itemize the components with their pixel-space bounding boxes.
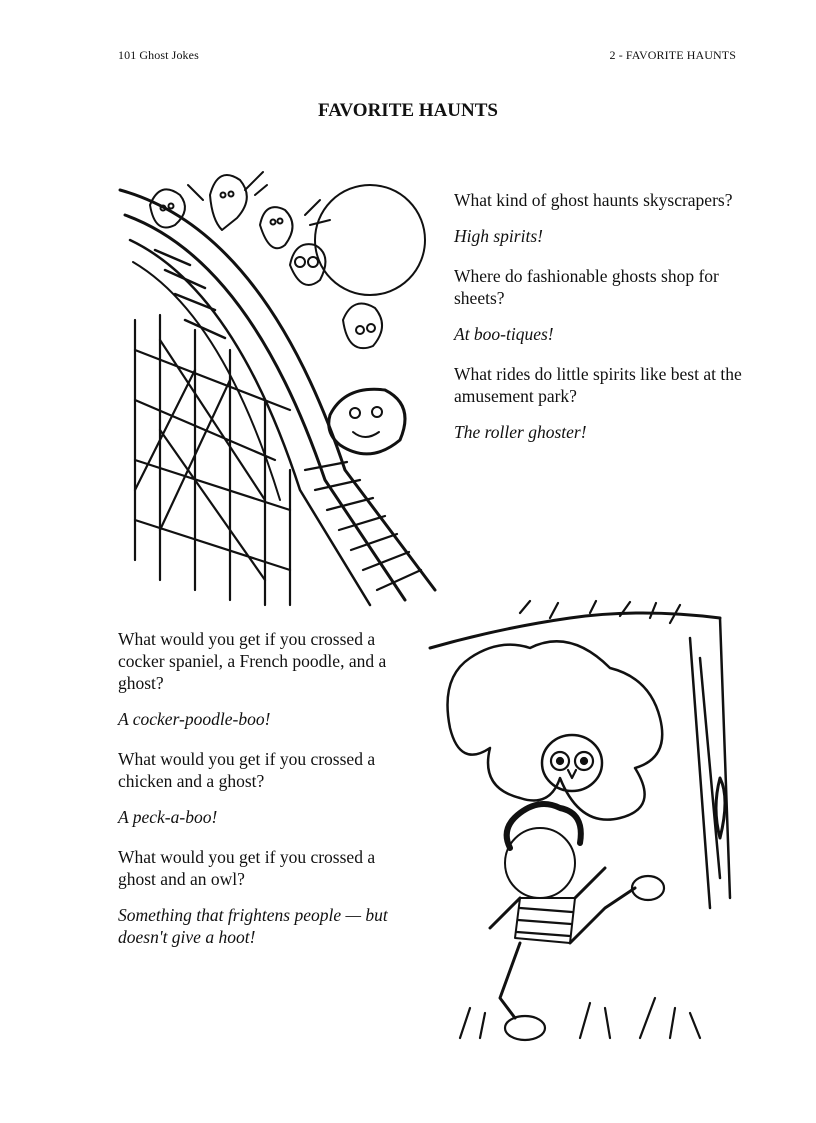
roller-coaster-ghosts-illustration [115,170,450,610]
jokes-bottom-block [118,628,408,966]
joke-question: Where do fashionable ghosts shop for sheets? [454,266,719,308]
running-header-chapter: 2 - FAVORITE HAUNTS [609,48,736,62]
owl-ghost-and-boy-illustration [420,598,745,1053]
joke-question: What kind of ghost haunts skyscrapers? [454,190,733,210]
joke-answer: A peck-a-boo! [118,807,218,827]
joke-answer: Something that frightens people — but doesn't give a hoot! [118,905,388,947]
joke-question: What would you get if you crossed a chicken and a ghost? [118,749,376,791]
joke-answer: At boo-tiques! [454,324,554,344]
running-header-book-title: 101 Ghost Jokes [118,48,199,62]
joke-answer: The roller ghoster! [454,422,587,442]
joke-question: What would you get if you crossed a ghost and an owl? [118,847,376,889]
joke-answer: A cocker-poodle-boo! [118,709,271,729]
joke-answer: High spirits! [454,226,543,246]
page-title: FAVORITE HAUNTS [318,100,498,121]
joke-question: What would you get if you crossed a cocker spaniel, a French poodle, and a ghost? [118,629,387,693]
jokes-top-block [454,189,749,461]
joke-question: What rides do little spirits like best at the amusement park? [454,364,742,406]
